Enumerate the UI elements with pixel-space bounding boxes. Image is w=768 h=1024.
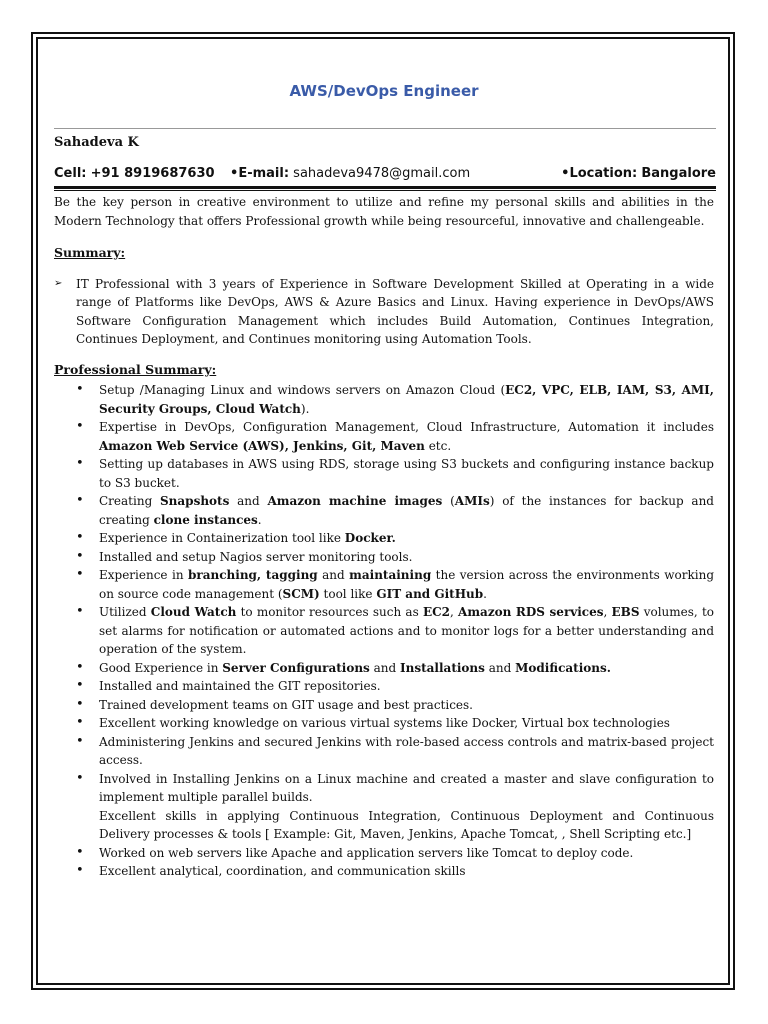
item-text: Excellent working knowledge on various virtual systems like Docker, Virtual box technologies <box>99 716 670 730</box>
item-text: volumes, to set alarms for notification or automated actions and to monitor logs for a better understanding and operation of the system. <box>99 605 714 656</box>
item-text: Setup /Managing Linux and windows servers on Amazon Cloud ( <box>99 383 506 397</box>
item-text: Administering Jenkins and secured Jenkins with role-based access controls and matrix-based project access. <box>99 734 714 767</box>
list-item <box>54 529 714 548</box>
professional-summary-list <box>54 381 714 881</box>
bullet-icon: • <box>76 456 84 471</box>
item-text: the version across the environments working on source code management ( <box>99 568 715 601</box>
bold-text: EC2 <box>422 605 450 619</box>
item-text: Installed and setup Nagios server monitoring tools. <box>99 549 413 564</box>
list-item <box>54 844 714 863</box>
list-item <box>54 807 714 844</box>
list-item <box>54 733 714 770</box>
bullet-icon: • <box>76 696 84 712</box>
list-item <box>54 603 714 659</box>
bold-text: Installations <box>400 660 485 675</box>
professional-summary-heading: Professional Summary: <box>54 361 217 377</box>
title-divider <box>54 128 716 129</box>
item-text: , <box>603 605 612 619</box>
bold-text: clone instances <box>153 512 258 527</box>
item-text: Excellent analytical, coordination, and communication skills <box>99 864 466 878</box>
item-text: ). <box>300 401 310 416</box>
item-text: Involved in Installing Jenkins on a Linux machine and created a master and slave configuration to implement multiple parallel builds. <box>99 771 714 804</box>
bullet-icon: • <box>76 770 84 786</box>
bullet-icon: • <box>76 659 84 675</box>
bullet-icon: • <box>76 548 84 564</box>
resume-body <box>54 193 714 881</box>
item-text: ) of the instances for backup and creating <box>99 494 714 527</box>
list-item <box>54 492 714 529</box>
bullet-icon: • <box>76 419 84 434</box>
bold-text: Snapshots <box>160 494 230 508</box>
contact-divider <box>54 186 716 189</box>
bold-text: Amazon Web Service (AWS), Jenkins, Git, Maven <box>99 438 425 453</box>
bullet-icon: • <box>76 382 84 397</box>
cell-label: Cell: <box>54 166 87 181</box>
contact-divider-thin <box>54 190 716 191</box>
list-item <box>54 455 714 492</box>
item-text: Good Experience in <box>99 660 223 675</box>
list-item <box>54 714 714 733</box>
item-text: and <box>484 660 516 675</box>
contact-email <box>230 166 470 181</box>
summary-item-text: IT Professional with 3 years of Experience in Software Development Skilled at Operating in a wide range of Platforms like DevOps, AWS & Azure Basics and Linux. Having experience in DevOps/AWS Software Configuration Management which includes Build Automation, Continues Integration, Continues Deployment, and Continues monitoring using Automation Tools. <box>76 276 714 346</box>
contact-line <box>54 166 716 186</box>
bullet-icon: • <box>76 844 84 860</box>
bold-text: EC2, VPC, ELB, IAM, S3, AMI, Security Groups, Cloud Watch <box>99 383 714 416</box>
item-text: . <box>257 512 262 527</box>
summary-list <box>54 275 714 349</box>
item-text: Installed and maintained the GIT repositories. <box>99 679 381 693</box>
item-text: Setting up databases in AWS using RDS, storage using S3 buckets and configuring instance backup to S3 bucket. <box>99 457 714 490</box>
item-text: and <box>317 568 350 582</box>
list-item <box>54 381 714 418</box>
bold-text: Amazon machine images <box>267 494 443 508</box>
bold-text: Cloud Watch <box>150 605 237 619</box>
item-text: Experience in <box>99 568 189 582</box>
bold-text: GIT and GitHub <box>376 586 484 601</box>
bold-text: branching, tagging <box>188 568 318 582</box>
contact-location <box>561 166 716 181</box>
contact-cell <box>54 166 215 181</box>
item-text: Expertise in DevOps, Configuration Management, Cloud Infrastructure, Automation it includes <box>99 420 714 434</box>
item-text: tool like <box>319 586 377 601</box>
item-text: Utilized <box>99 605 151 619</box>
item-text: and <box>369 660 401 675</box>
bullet-icon: • <box>76 530 84 545</box>
item-text: Excellent skills in applying Continuous Integration, Continuous Deployment and Continuous Delivery processes & tools [ Example: Git, Maven, Jenkins, Apache Tomcat, , Shell Scripting etc.] <box>99 808 714 841</box>
arrow-bullet-icon: ➢ <box>54 277 63 289</box>
bullet-separator-icon: • <box>561 166 570 181</box>
bullet-icon: • <box>76 567 84 582</box>
list-item <box>54 770 714 807</box>
bold-text: AMIs <box>454 494 490 508</box>
location-value: Bangalore <box>641 166 716 181</box>
item-text: Worked on web servers like Apache and application servers like Tomcat to deploy code. <box>99 845 634 860</box>
item-text: ( <box>442 494 455 508</box>
bold-text: Docker. <box>344 531 396 545</box>
list-item <box>54 862 714 881</box>
item-text: Creating <box>99 494 161 508</box>
bullet-icon: • <box>76 733 84 749</box>
list-item <box>54 696 714 715</box>
resume-title: AWS/DevOps Engineer <box>289 82 479 100</box>
bullet-icon: • <box>76 493 84 508</box>
bullet-icon: • <box>76 715 84 730</box>
bullet-icon: • <box>76 604 84 619</box>
item-text: etc. <box>424 438 452 453</box>
bold-text: Modifications. <box>515 660 611 675</box>
list-item <box>54 659 714 678</box>
cell-value: +91 8919687630 <box>90 166 215 181</box>
candidate-name: Sahadeva K <box>54 135 139 150</box>
bullet-separator-icon: • <box>230 166 239 181</box>
bold-text: maintaining <box>349 568 432 582</box>
item-text: . <box>483 586 487 601</box>
summary-heading: Summary: <box>54 245 126 260</box>
item-text: and <box>229 494 268 508</box>
email-label: E-mail: <box>238 166 290 181</box>
list-item <box>54 566 714 603</box>
item-text: to monitor resources such as <box>236 605 423 619</box>
bold-text: SCM) <box>282 586 320 601</box>
bullet-icon: • <box>76 863 84 878</box>
location-label: Location: <box>569 166 638 181</box>
bullet-icon: • <box>76 678 84 693</box>
bold-text: Amazon RDS services <box>458 605 604 619</box>
objective-text: Be the key person in creative environment to utilize and refine my personal skills and abilities in the Modern Technology that offers Professional growth while being resourceful, innovative and challengeable. <box>54 195 714 228</box>
item-text: Experience in Containerization tool like <box>99 531 345 545</box>
list-item <box>54 275 714 349</box>
item-text: , <box>450 605 459 619</box>
list-item <box>54 677 714 696</box>
bold-text: Server Configurations <box>222 660 370 675</box>
list-item <box>54 418 714 455</box>
bold-text: EBS <box>611 605 640 619</box>
email-link[interactable]: sahadeva9478@gmail.com <box>293 166 471 181</box>
item-text: Trained development teams on GIT usage and best practices. <box>99 697 473 712</box>
list-item <box>54 548 714 567</box>
